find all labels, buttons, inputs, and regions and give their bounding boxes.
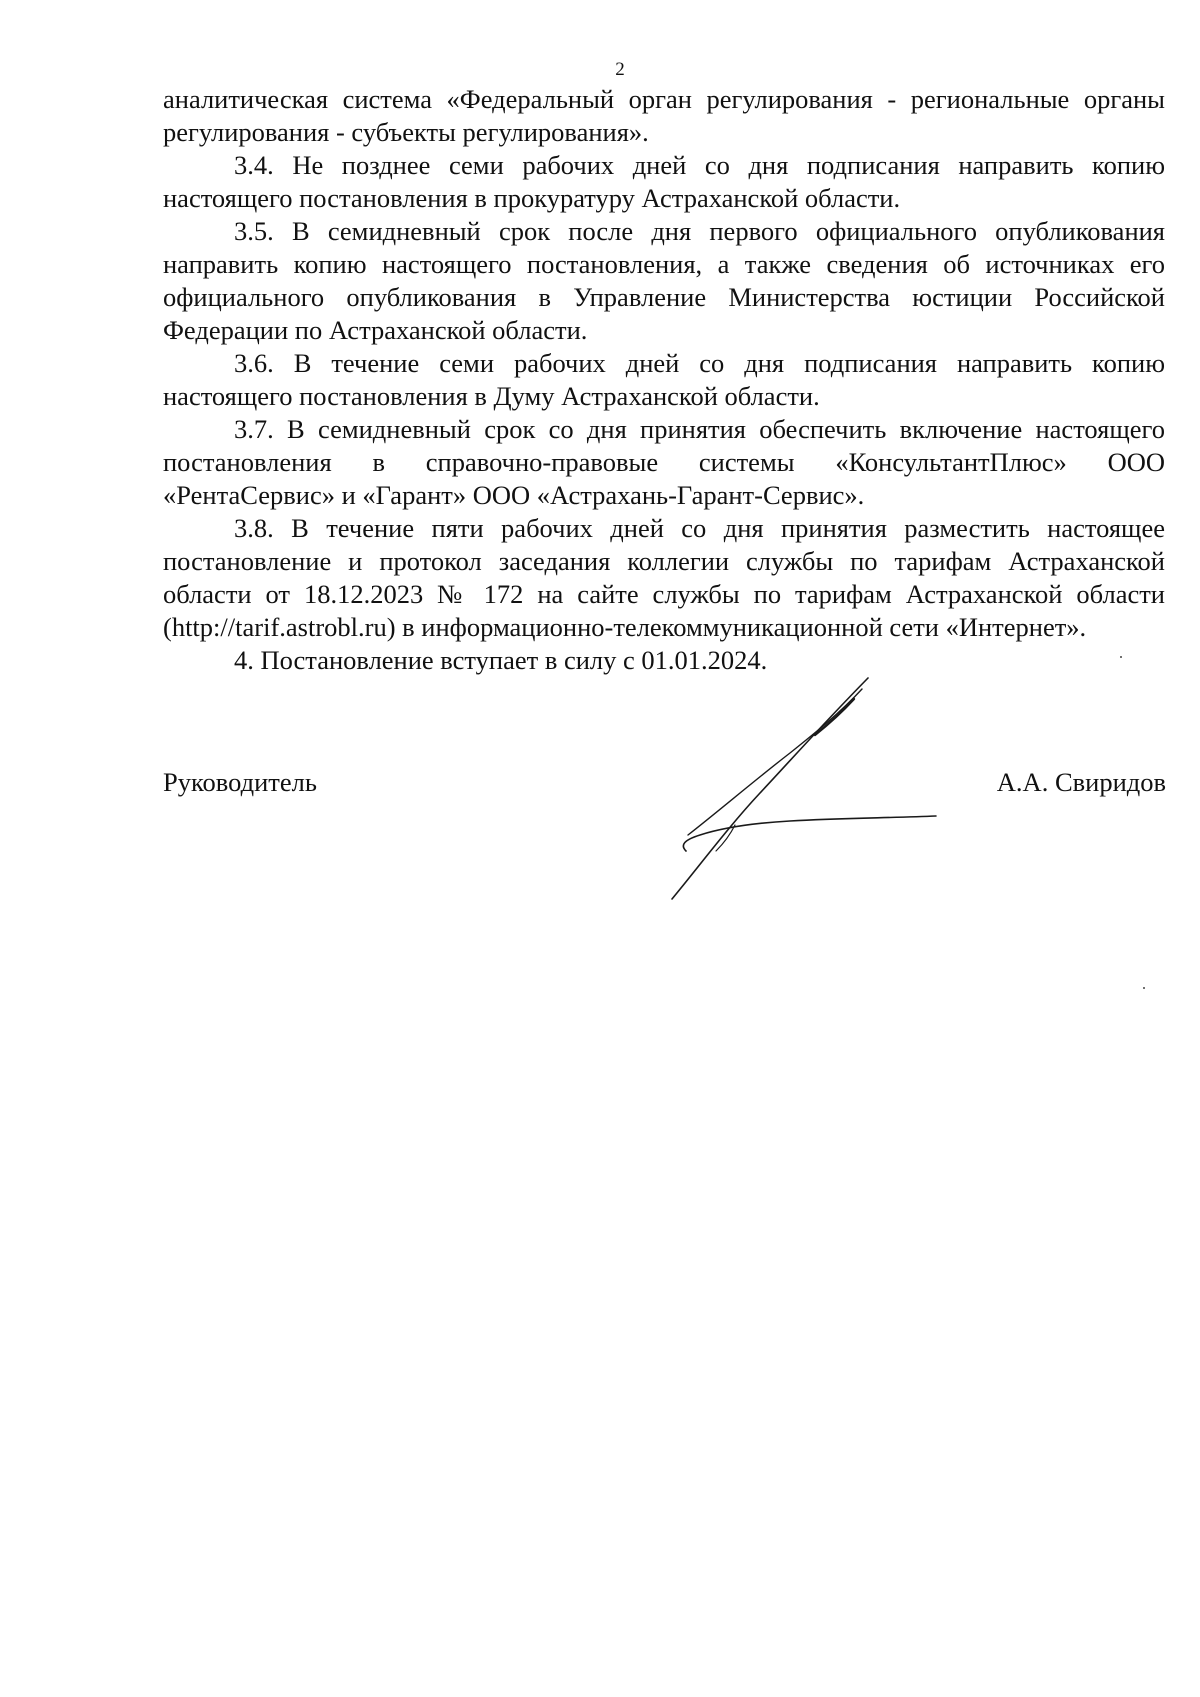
paragraph-3-8: 3.8. В течение пяти рабочих дней со дня принятия разместить настоящее постановление и протокол заседания коллегии службы по тарифам Астраханской области от 18.12.2023 № 172 на сайте службы по тарифам Астраханской области (http://tarif.astrobl.ru) в информационно-телекоммуникационной сети «Интернет». <box>163 513 1165 642</box>
paragraph-3-7: 3.7. В семидневный срок со дня принятия обеспечить включение настоящего постановления в справочно-правовые системы «КонсультантПлюс» ООО «РентаСервис» и «Гарант» ООО «Астрахань-Гарант-Сервис». <box>163 414 1165 510</box>
document-body <box>163 83 1165 677</box>
scan-speck <box>1143 987 1145 989</box>
signer-name: А.А. Свиридов <box>996 767 1166 797</box>
signature-row <box>0 766 1200 806</box>
paragraph-continuation: аналитическая система «Федеральный орган регулирования - региональные органы регулирования - субъекты регулирования». <box>163 84 1165 147</box>
paragraph-3-6: 3.6. В течение семи рабочих дней со дня подписания направить копию настоящего постановления в Думу Астраханской области. <box>163 348 1165 411</box>
handwritten-signature <box>640 675 940 915</box>
page-number: 2 <box>615 59 625 80</box>
scan-speck <box>1120 656 1122 658</box>
paragraph-3-4: 3.4. Не позднее семи рабочих дней со дня подписания направить копию настоящего постановления в прокуратуру Астраханской области. <box>163 150 1165 213</box>
signer-position: Руководитель <box>163 767 317 797</box>
paragraph-4: 4. Постановление вступает в силу с 01.01.2024. <box>234 645 768 675</box>
paragraph-3-5: 3.5. В семидневный срок после дня первого официального опубликования направить копию настоящего постановления, а также сведения об источниках его официального опубликования в Управление Министерства юстиции Российской Федерации по Астраханской области. <box>163 216 1165 345</box>
